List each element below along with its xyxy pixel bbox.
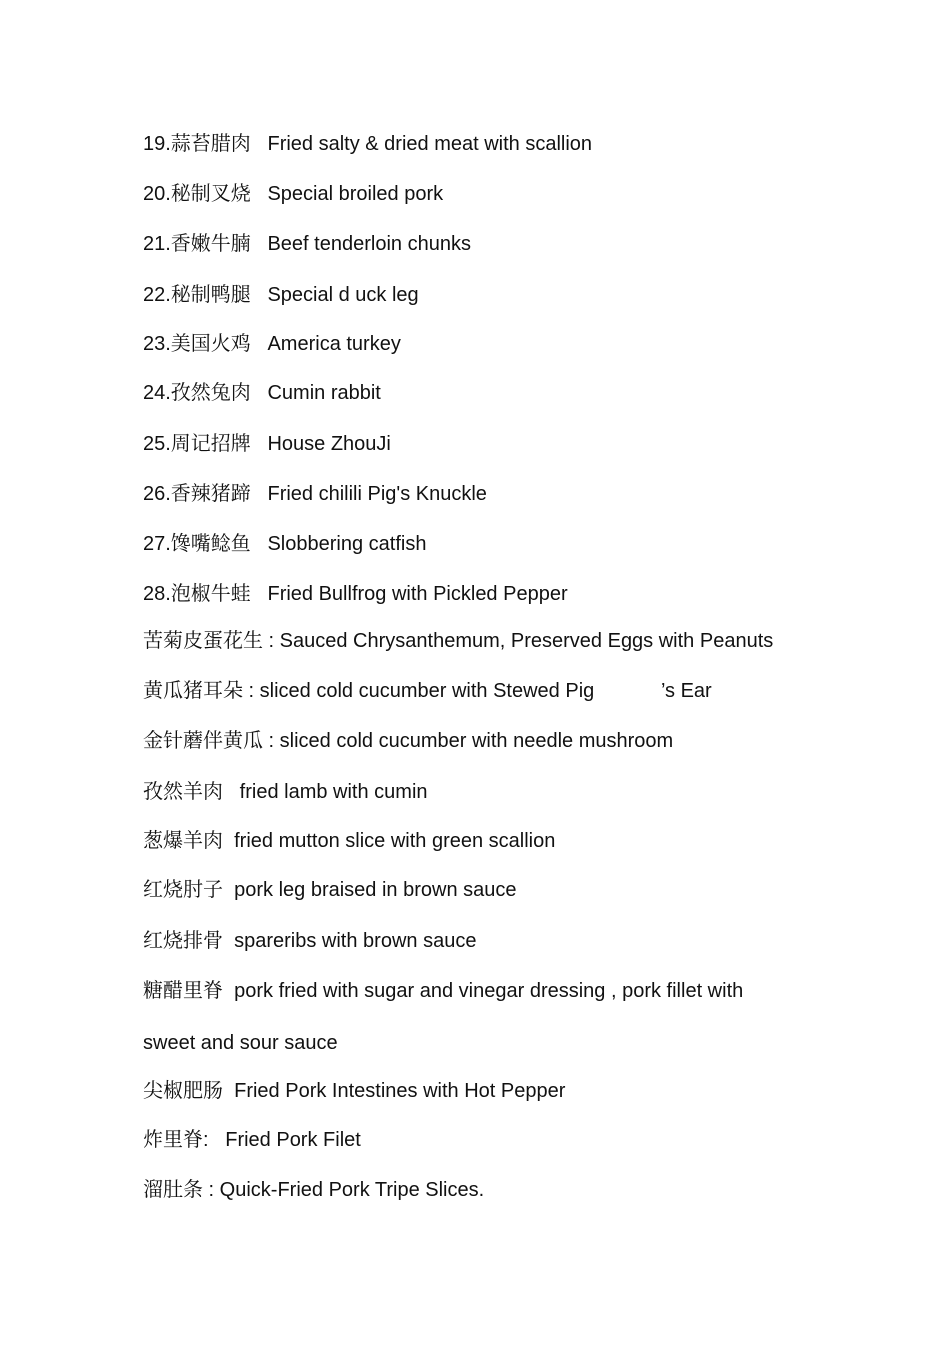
- menu-entry: 红烧肘子 pork leg braised in brown sauce: [143, 879, 517, 901]
- menu-entry: 溜肚条 : Quick-Fried Pork Tripe Slices.: [143, 1179, 485, 1201]
- menu-entry: 27.馋嘴鲶鱼 Slobbering catfish: [143, 533, 427, 555]
- menu-entry: 糖醋里脊 pork fried with sugar and vinegar dressing , pork fillet with: [143, 980, 744, 1002]
- menu-entry: 20.秘制叉烧 Special broiled pork: [143, 183, 444, 205]
- menu-entry: 19.蒜苔腊肉 Fried salty & dried meat with scallion: [143, 133, 593, 155]
- menu-entry: 孜然羊肉 fried lamb with cumin: [143, 781, 428, 803]
- menu-entry-continuation: sweet and sour sauce: [143, 1032, 338, 1054]
- menu-entry: 尖椒肥肠 Fried Pork Intestines with Hot Pepper: [143, 1080, 566, 1102]
- menu-entry: 28.泡椒牛蛙 Fried Bullfrog with Pickled Pepper: [143, 583, 568, 605]
- menu-entry: 22.秘制鸭腿 Special d uck leg: [143, 284, 419, 306]
- menu-entry: 炸里脊: Fried Pork Filet: [143, 1129, 361, 1151]
- menu-entry: 25.周记招牌 House ZhouJi: [143, 433, 391, 455]
- menu-entry: 红烧排骨 spareribs with brown sauce: [143, 930, 477, 952]
- menu-entry: 金针蘑伴黄瓜 : sliced cold cucumber with needle mushroom: [143, 730, 674, 752]
- menu-entry: 21.香嫩牛腩 Beef tenderloin chunks: [143, 233, 471, 255]
- menu-entry: 23.美国火鸡 America turkey: [143, 333, 401, 355]
- menu-entry: 苦菊皮蛋花生 : Sauced Chrysanthemum, Preserved Eggs with Peanuts: [143, 630, 774, 652]
- menu-entry: 黄瓜猪耳朵 : sliced cold cucumber with Stewed Pig ’s Ear: [143, 680, 712, 702]
- menu-entry: 葱爆羊肉 fried mutton slice with green scallion: [143, 830, 556, 852]
- menu-entry: 24.孜然兔肉 Cumin rabbit: [143, 382, 381, 404]
- menu-entry: 26.香辣猪蹄 Fried chilili Pig's Knuckle: [143, 483, 487, 505]
